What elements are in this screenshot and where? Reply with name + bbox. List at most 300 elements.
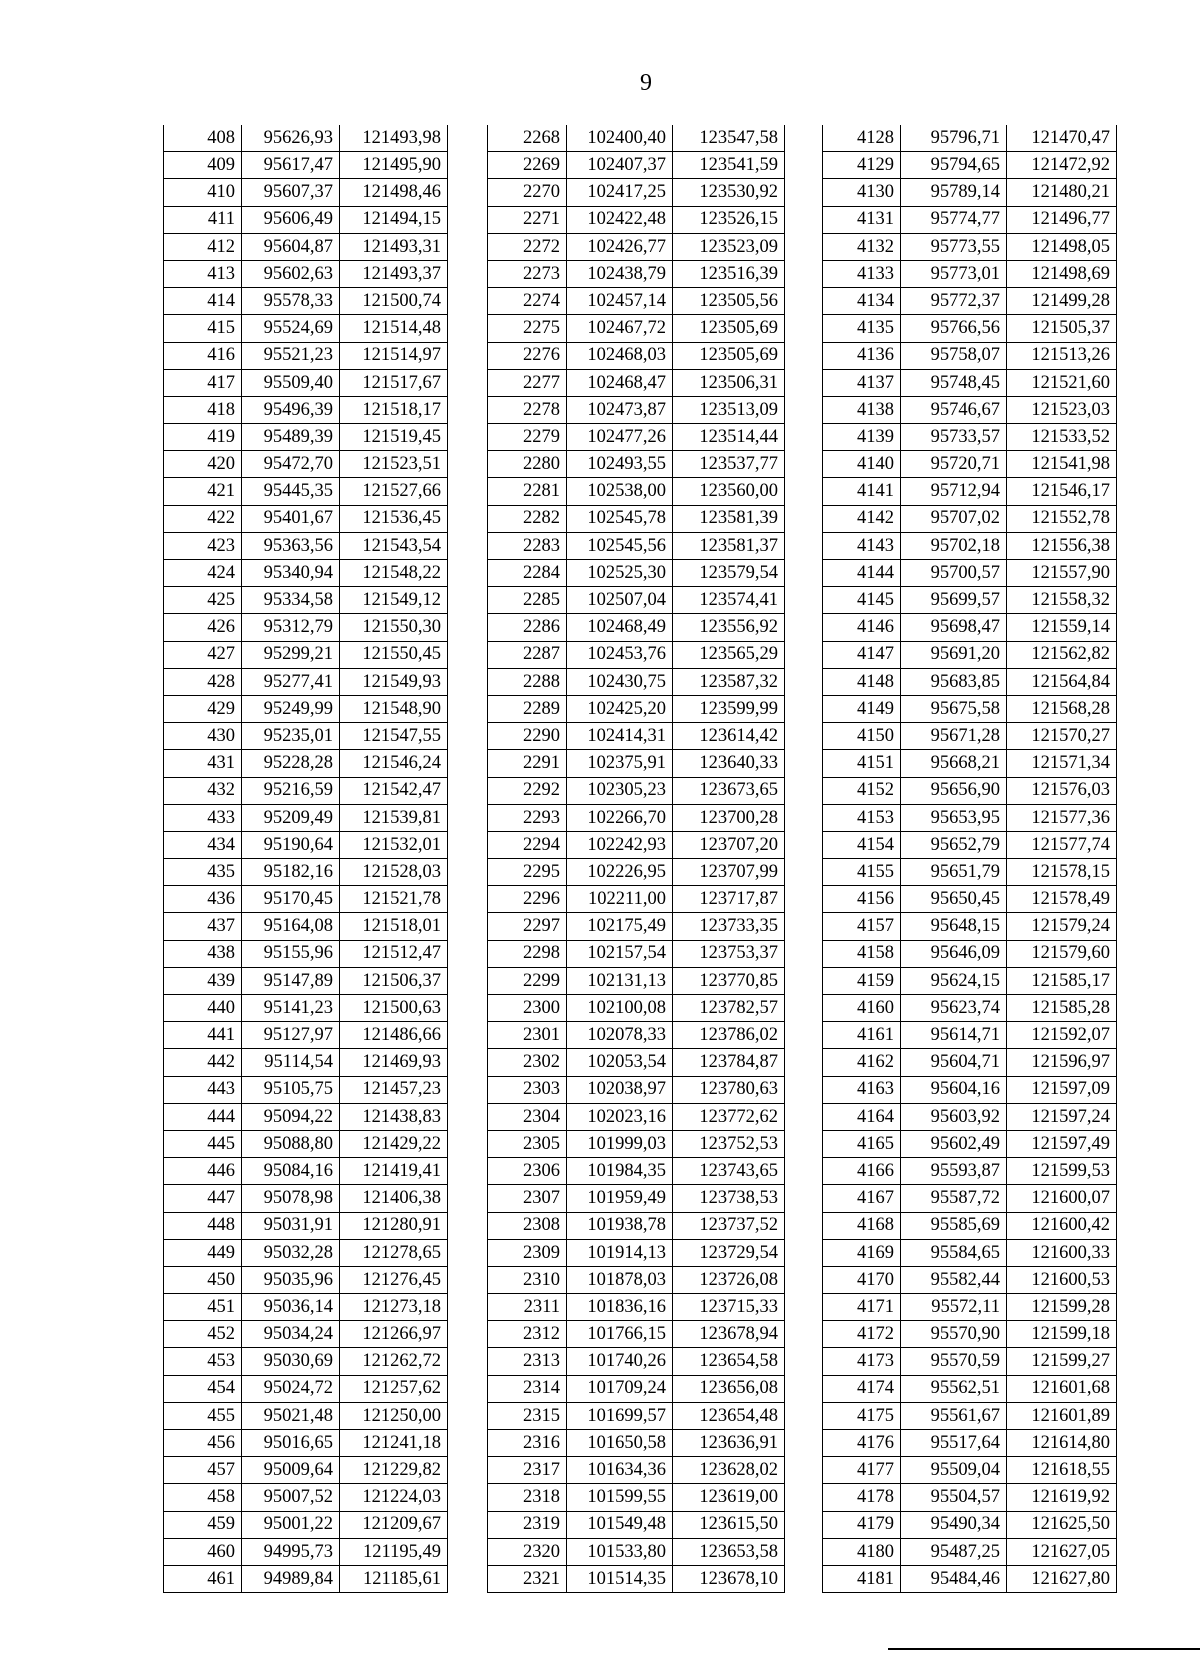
x-coordinate-cell: 102131,13 [567,967,673,994]
table-row [488,342,785,369]
x-coordinate-cell: 95604,87 [242,233,340,260]
y-coordinate-cell: 121539,81 [340,804,448,831]
y-coordinate-cell: 121195,49 [340,1538,448,1565]
point-number-cell: 2288 [488,668,567,695]
y-coordinate-cell: 123619,00 [673,1484,785,1511]
y-coordinate-cell: 121498,46 [340,179,448,206]
x-coordinate-cell: 95031,91 [242,1212,340,1239]
point-number-cell: 441 [164,1022,242,1049]
table-row [823,614,1117,641]
table-row [488,995,785,1022]
point-number-cell: 4132 [823,233,901,260]
point-number-cell: 4136 [823,342,901,369]
table-row [488,614,785,641]
y-coordinate-cell: 123581,37 [673,532,785,559]
point-number-cell: 2290 [488,723,567,750]
table-row [823,505,1117,532]
y-coordinate-cell: 121599,53 [1007,1158,1117,1185]
y-coordinate-cell: 121276,45 [340,1266,448,1293]
point-number-cell: 2296 [488,886,567,913]
x-coordinate-cell: 95602,63 [242,260,340,287]
table-row [488,1266,785,1293]
x-coordinate-cell: 101959,49 [567,1185,673,1212]
table-row [164,614,448,641]
y-coordinate-cell: 123729,54 [673,1239,785,1266]
x-coordinate-cell: 95035,96 [242,1266,340,1293]
x-coordinate-cell: 95009,64 [242,1457,340,1484]
table-row [488,940,785,967]
x-coordinate-cell: 95587,72 [901,1185,1007,1212]
x-coordinate-cell: 95034,24 [242,1321,340,1348]
y-coordinate-cell: 123737,52 [673,1212,785,1239]
point-number-cell: 2297 [488,913,567,940]
point-number-cell: 4142 [823,505,901,532]
point-number-cell: 460 [164,1538,242,1565]
point-number-cell: 4179 [823,1511,901,1538]
x-coordinate-cell: 95509,40 [242,369,340,396]
table-row [823,1022,1117,1049]
table-row [164,206,448,233]
table-row [488,750,785,777]
x-coordinate-cell: 102430,75 [567,668,673,695]
table-row [164,152,448,179]
x-coordinate-cell: 95772,37 [901,288,1007,315]
y-coordinate-cell: 123654,48 [673,1402,785,1429]
point-number-cell: 412 [164,233,242,260]
table-row [823,1375,1117,1402]
table-row [823,1049,1117,1076]
x-coordinate-cell: 101699,57 [567,1402,673,1429]
x-coordinate-cell: 95691,20 [901,641,1007,668]
y-coordinate-cell: 123530,92 [673,179,785,206]
point-number-cell: 411 [164,206,242,233]
point-number-cell: 4164 [823,1103,901,1130]
table-row [823,587,1117,614]
table-row [164,478,448,505]
y-coordinate-cell: 121499,28 [1007,288,1117,315]
point-number-cell: 413 [164,260,242,287]
point-number-cell: 2311 [488,1294,567,1321]
table-row [488,125,785,152]
x-coordinate-cell: 95105,75 [242,1076,340,1103]
y-coordinate-cell: 121601,68 [1007,1375,1117,1402]
x-coordinate-cell: 102100,08 [567,995,673,1022]
point-number-cell: 2316 [488,1430,567,1457]
table-row [488,723,785,750]
table-row [164,179,448,206]
x-coordinate-cell: 95572,11 [901,1294,1007,1321]
table-row [164,260,448,287]
y-coordinate-cell: 121523,51 [340,451,448,478]
x-coordinate-cell: 95648,15 [901,913,1007,940]
x-coordinate-cell: 95312,79 [242,614,340,641]
y-coordinate-cell: 121262,72 [340,1348,448,1375]
x-coordinate-cell: 95683,85 [901,668,1007,695]
table-row [164,315,448,342]
x-coordinate-cell: 95671,28 [901,723,1007,750]
x-coordinate-cell: 102538,00 [567,478,673,505]
table-row [823,1538,1117,1565]
table-row [164,451,448,478]
y-coordinate-cell: 121597,49 [1007,1130,1117,1157]
y-coordinate-cell: 121224,03 [340,1484,448,1511]
y-coordinate-cell: 121493,31 [340,233,448,260]
point-number-cell: 438 [164,940,242,967]
point-number-cell: 2306 [488,1158,567,1185]
point-number-cell: 2287 [488,641,567,668]
table-row [164,1294,448,1321]
x-coordinate-cell: 95607,37 [242,179,340,206]
x-coordinate-cell: 102457,14 [567,288,673,315]
point-number-cell: 4145 [823,587,901,614]
point-number-cell: 4172 [823,1321,901,1348]
table-row [823,1511,1117,1538]
y-coordinate-cell: 121576,03 [1007,777,1117,804]
y-coordinate-cell: 121495,90 [340,152,448,179]
point-number-cell: 4152 [823,777,901,804]
x-coordinate-cell: 95774,77 [901,206,1007,233]
x-coordinate-cell: 102426,77 [567,233,673,260]
table-row [164,1103,448,1130]
y-coordinate-cell: 123636,91 [673,1430,785,1457]
x-coordinate-cell: 101740,26 [567,1348,673,1375]
table-row [164,723,448,750]
x-coordinate-cell: 95088,80 [242,1130,340,1157]
table-row [823,152,1117,179]
x-coordinate-cell: 95032,28 [242,1239,340,1266]
table-row [488,695,785,722]
point-number-cell: 2274 [488,288,567,315]
point-number-cell: 4137 [823,369,901,396]
point-number-cell: 2320 [488,1538,567,1565]
point-number-cell: 444 [164,1103,242,1130]
point-number-cell: 453 [164,1348,242,1375]
y-coordinate-cell: 123780,63 [673,1076,785,1103]
y-coordinate-cell: 121579,60 [1007,940,1117,967]
point-number-cell: 448 [164,1212,242,1239]
x-coordinate-cell: 95340,94 [242,560,340,587]
table-row [488,1158,785,1185]
y-coordinate-cell: 123743,65 [673,1158,785,1185]
table-row [164,288,448,315]
x-coordinate-cell: 102468,49 [567,614,673,641]
x-coordinate-cell: 95748,45 [901,369,1007,396]
table-row [823,125,1117,152]
y-coordinate-cell: 123717,87 [673,886,785,913]
table-row [164,587,448,614]
x-coordinate-cell: 101634,36 [567,1457,673,1484]
x-coordinate-cell: 95562,51 [901,1375,1007,1402]
point-number-cell: 437 [164,913,242,940]
x-coordinate-cell: 102545,78 [567,505,673,532]
y-coordinate-cell: 121585,28 [1007,995,1117,1022]
y-coordinate-cell: 121406,38 [340,1185,448,1212]
table-row [823,777,1117,804]
x-coordinate-cell: 101766,15 [567,1321,673,1348]
point-number-cell: 4161 [823,1022,901,1049]
x-coordinate-cell: 95155,96 [242,940,340,967]
y-coordinate-cell: 121577,36 [1007,804,1117,831]
y-coordinate-cell: 123782,57 [673,995,785,1022]
x-coordinate-cell: 95094,22 [242,1103,340,1130]
x-coordinate-cell: 101878,03 [567,1266,673,1293]
point-number-cell: 2295 [488,859,567,886]
y-coordinate-cell: 121552,78 [1007,505,1117,532]
table-row [488,967,785,994]
point-number-cell: 439 [164,967,242,994]
y-coordinate-cell: 121577,74 [1007,831,1117,858]
point-number-cell: 455 [164,1402,242,1429]
point-number-cell: 409 [164,152,242,179]
y-coordinate-cell: 121457,23 [340,1076,448,1103]
point-number-cell: 435 [164,859,242,886]
footer-rule [888,1648,1200,1650]
x-coordinate-cell: 95228,28 [242,750,340,777]
x-coordinate-cell: 95016,65 [242,1430,340,1457]
point-number-cell: 2273 [488,260,567,287]
table-row [823,995,1117,1022]
y-coordinate-cell: 121556,38 [1007,532,1117,559]
y-coordinate-cell: 121597,09 [1007,1076,1117,1103]
point-number-cell: 2303 [488,1076,567,1103]
point-number-cell: 2294 [488,831,567,858]
point-number-cell: 4131 [823,206,901,233]
y-coordinate-cell: 121559,14 [1007,614,1117,641]
x-coordinate-cell: 95249,99 [242,695,340,722]
y-coordinate-cell: 123505,56 [673,288,785,315]
table-row [164,1185,448,1212]
point-number-cell: 4171 [823,1294,901,1321]
x-coordinate-cell: 95570,59 [901,1348,1007,1375]
x-coordinate-cell: 95582,44 [901,1266,1007,1293]
table-row [823,1321,1117,1348]
y-coordinate-cell: 121500,63 [340,995,448,1022]
point-number-cell: 4160 [823,995,901,1022]
table-row [164,995,448,1022]
x-coordinate-cell: 95164,08 [242,913,340,940]
y-coordinate-cell: 121527,66 [340,478,448,505]
table-row [823,1266,1117,1293]
table-row [164,1239,448,1266]
y-coordinate-cell: 123673,65 [673,777,785,804]
y-coordinate-cell: 121185,61 [340,1565,448,1592]
point-number-cell: 4181 [823,1565,901,1592]
y-coordinate-cell: 121585,17 [1007,967,1117,994]
x-coordinate-cell: 95606,49 [242,206,340,233]
point-number-cell: 2315 [488,1402,567,1429]
table-row [164,750,448,777]
table-row [488,233,785,260]
point-number-cell: 4154 [823,831,901,858]
table-row [488,668,785,695]
y-coordinate-cell: 121541,98 [1007,451,1117,478]
point-number-cell: 2278 [488,396,567,423]
table-row [164,1538,448,1565]
y-coordinate-cell: 121568,28 [1007,695,1117,722]
y-coordinate-cell: 121596,97 [1007,1049,1117,1076]
point-number-cell: 2285 [488,587,567,614]
table-row [164,940,448,967]
point-number-cell: 4148 [823,668,901,695]
y-coordinate-cell: 121536,45 [340,505,448,532]
point-number-cell: 419 [164,424,242,451]
point-number-cell: 2314 [488,1375,567,1402]
y-coordinate-cell: 121549,12 [340,587,448,614]
point-number-cell: 2275 [488,315,567,342]
point-number-cell: 2304 [488,1103,567,1130]
page-number: 9 [640,70,652,96]
table-row [488,777,785,804]
x-coordinate-cell: 95490,34 [901,1511,1007,1538]
point-number-cell: 4180 [823,1538,901,1565]
y-coordinate-cell: 121614,80 [1007,1430,1117,1457]
y-coordinate-cell: 123516,39 [673,260,785,287]
point-number-cell: 415 [164,315,242,342]
y-coordinate-cell: 121250,00 [340,1402,448,1429]
table-row [164,967,448,994]
point-number-cell: 4130 [823,179,901,206]
y-coordinate-cell: 121625,50 [1007,1511,1117,1538]
x-coordinate-cell: 95585,69 [901,1212,1007,1239]
x-coordinate-cell: 94995,73 [242,1538,340,1565]
table-row [164,233,448,260]
point-number-cell: 4134 [823,288,901,315]
x-coordinate-cell: 94989,84 [242,1565,340,1592]
y-coordinate-cell: 121627,05 [1007,1538,1117,1565]
x-coordinate-cell: 95604,71 [901,1049,1007,1076]
x-coordinate-cell: 95733,57 [901,424,1007,451]
x-coordinate-cell: 102453,76 [567,641,673,668]
y-coordinate-cell: 121528,03 [340,859,448,886]
point-number-cell: 2307 [488,1185,567,1212]
x-coordinate-cell: 95235,01 [242,723,340,750]
point-number-cell: 452 [164,1321,242,1348]
point-number-cell: 426 [164,614,242,641]
x-coordinate-cell: 102242,93 [567,831,673,858]
x-coordinate-cell: 102493,55 [567,451,673,478]
point-number-cell: 459 [164,1511,242,1538]
y-coordinate-cell: 123715,33 [673,1294,785,1321]
y-coordinate-cell: 121548,22 [340,560,448,587]
point-number-cell: 2286 [488,614,567,641]
table-row [823,750,1117,777]
x-coordinate-cell: 102211,00 [567,886,673,913]
table-row [164,1484,448,1511]
point-number-cell: 4147 [823,641,901,668]
x-coordinate-cell: 95623,74 [901,995,1007,1022]
table-row [823,1239,1117,1266]
point-number-cell: 4155 [823,859,901,886]
coordinate-table-2 [487,125,785,1593]
y-coordinate-cell: 121500,74 [340,288,448,315]
table-row [488,859,785,886]
y-coordinate-cell: 121571,34 [1007,750,1117,777]
table-row [164,777,448,804]
x-coordinate-cell: 102053,54 [567,1049,673,1076]
y-coordinate-cell: 123565,29 [673,641,785,668]
x-coordinate-cell: 95078,98 [242,1185,340,1212]
y-coordinate-cell: 121549,93 [340,668,448,695]
x-coordinate-cell: 102545,56 [567,532,673,559]
point-number-cell: 2312 [488,1321,567,1348]
y-coordinate-cell: 123726,08 [673,1266,785,1293]
y-coordinate-cell: 121506,37 [340,967,448,994]
y-coordinate-cell: 123733,35 [673,913,785,940]
y-coordinate-cell: 121550,45 [340,641,448,668]
x-coordinate-cell: 101599,55 [567,1484,673,1511]
x-coordinate-cell: 95170,45 [242,886,340,913]
y-coordinate-cell: 121618,55 [1007,1457,1117,1484]
y-coordinate-cell: 121543,54 [340,532,448,559]
point-number-cell: 2301 [488,1022,567,1049]
point-number-cell: 425 [164,587,242,614]
y-coordinate-cell: 121496,77 [1007,206,1117,233]
x-coordinate-cell: 102375,91 [567,750,673,777]
table-row [823,641,1117,668]
point-number-cell: 458 [164,1484,242,1511]
table-row [823,831,1117,858]
point-number-cell: 2321 [488,1565,567,1592]
x-coordinate-cell: 95496,39 [242,396,340,423]
x-coordinate-cell: 95699,57 [901,587,1007,614]
point-number-cell: 451 [164,1294,242,1321]
y-coordinate-cell: 121523,03 [1007,396,1117,423]
x-coordinate-cell: 95653,95 [901,804,1007,831]
x-coordinate-cell: 95007,52 [242,1484,340,1511]
table-row [488,560,785,587]
point-number-cell: 2309 [488,1239,567,1266]
y-coordinate-cell: 121257,62 [340,1375,448,1402]
y-coordinate-cell: 121578,49 [1007,886,1117,913]
x-coordinate-cell: 101836,16 [567,1294,673,1321]
point-number-cell: 2291 [488,750,567,777]
y-coordinate-cell: 121513,26 [1007,342,1117,369]
table-row [164,1266,448,1293]
x-coordinate-cell: 95484,46 [901,1565,1007,1592]
point-number-cell: 420 [164,451,242,478]
x-coordinate-cell: 102023,16 [567,1103,673,1130]
y-coordinate-cell: 123700,28 [673,804,785,831]
y-coordinate-cell: 121472,92 [1007,152,1117,179]
point-number-cell: 2299 [488,967,567,994]
table-row [823,1402,1117,1429]
point-number-cell: 4168 [823,1212,901,1239]
point-number-cell: 422 [164,505,242,532]
table-row [488,1402,785,1429]
x-coordinate-cell: 95190,64 [242,831,340,858]
table-row [488,1185,785,1212]
y-coordinate-cell: 123786,02 [673,1022,785,1049]
y-coordinate-cell: 121241,18 [340,1430,448,1457]
y-coordinate-cell: 123784,87 [673,1049,785,1076]
y-coordinate-cell: 121521,60 [1007,369,1117,396]
table-row [823,1076,1117,1103]
x-coordinate-cell: 95209,49 [242,804,340,831]
y-coordinate-cell: 123707,20 [673,831,785,858]
y-coordinate-cell: 123678,94 [673,1321,785,1348]
y-coordinate-cell: 121505,37 [1007,315,1117,342]
point-number-cell: 433 [164,804,242,831]
x-coordinate-cell: 102226,95 [567,859,673,886]
table-row [164,369,448,396]
x-coordinate-cell: 102425,20 [567,695,673,722]
table-row [488,315,785,342]
table-row [488,152,785,179]
point-number-cell: 4144 [823,560,901,587]
point-number-cell: 2281 [488,478,567,505]
y-coordinate-cell: 123526,15 [673,206,785,233]
point-number-cell: 2280 [488,451,567,478]
